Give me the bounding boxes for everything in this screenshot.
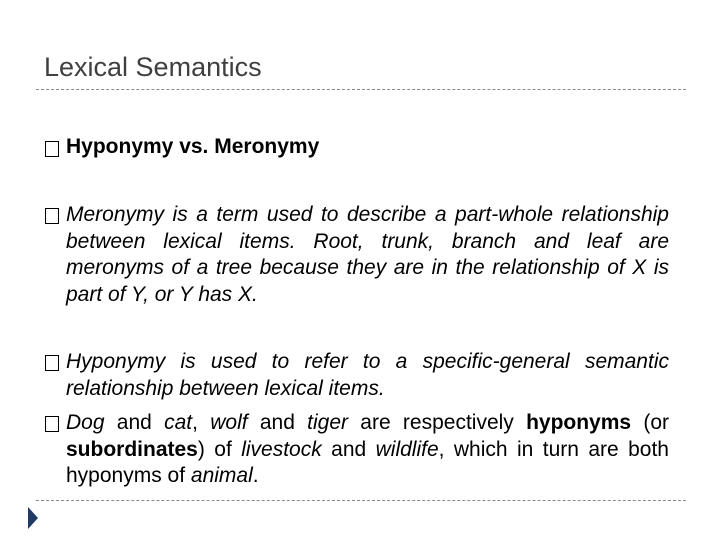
- footer-divider: [36, 500, 686, 501]
- example-dog: Dog: [66, 411, 105, 434]
- text-fragment: .: [252, 464, 259, 487]
- example-tiger: tiger: [307, 411, 349, 434]
- text-fragment: and: [104, 411, 165, 434]
- examples-paragraph: [66, 410, 669, 490]
- meronymy-definition: is a term used to describe a part-whole relationship between lexical items. Root, trunk, branch and leaf are meronyms of a tree because they are in the relationship of X is part of Y, or Y has X.: [66, 203, 669, 306]
- text-fragment: and: [321, 437, 376, 461]
- text-fragment: and: [247, 411, 308, 434]
- example-wolf: wolf: [210, 411, 248, 434]
- text-fragment: , which in turn are both hyponyms of: [66, 437, 669, 487]
- text-fragment: ) of: [197, 437, 242, 461]
- next-arrow-icon[interactable]: [28, 507, 38, 529]
- text-fragment: are respectively: [348, 411, 527, 434]
- term-hyponyms: hyponyms: [526, 411, 632, 434]
- example-cat: cat: [164, 411, 193, 434]
- hyponymy-paragraph: [66, 349, 669, 402]
- example-animal: animal: [190, 464, 253, 487]
- bullet-box-icon: [45, 141, 59, 157]
- example-livestock: livestock: [241, 437, 322, 461]
- bullet-box-icon: [45, 355, 59, 371]
- text-fragment: ,: [192, 411, 211, 434]
- example-wildlife: wildlife: [375, 437, 439, 461]
- text-fragment: (or: [631, 411, 670, 434]
- hyponymy-definition: Hyponymy is used to refer to a specific-general semantic relationship between lexical items.: [66, 350, 669, 400]
- title-divider: [36, 89, 686, 90]
- bullet-box-icon: [45, 416, 59, 432]
- meronymy-paragraph: [66, 202, 669, 308]
- meronymy-term: Meronymy: [66, 203, 165, 226]
- slide-title: Lexical Semantics: [44, 52, 262, 82]
- bullet-box-icon: [45, 208, 59, 224]
- section-heading: Hyponymy vs. Meronymy: [66, 135, 320, 158]
- term-subordinates: subordinates: [66, 437, 198, 461]
